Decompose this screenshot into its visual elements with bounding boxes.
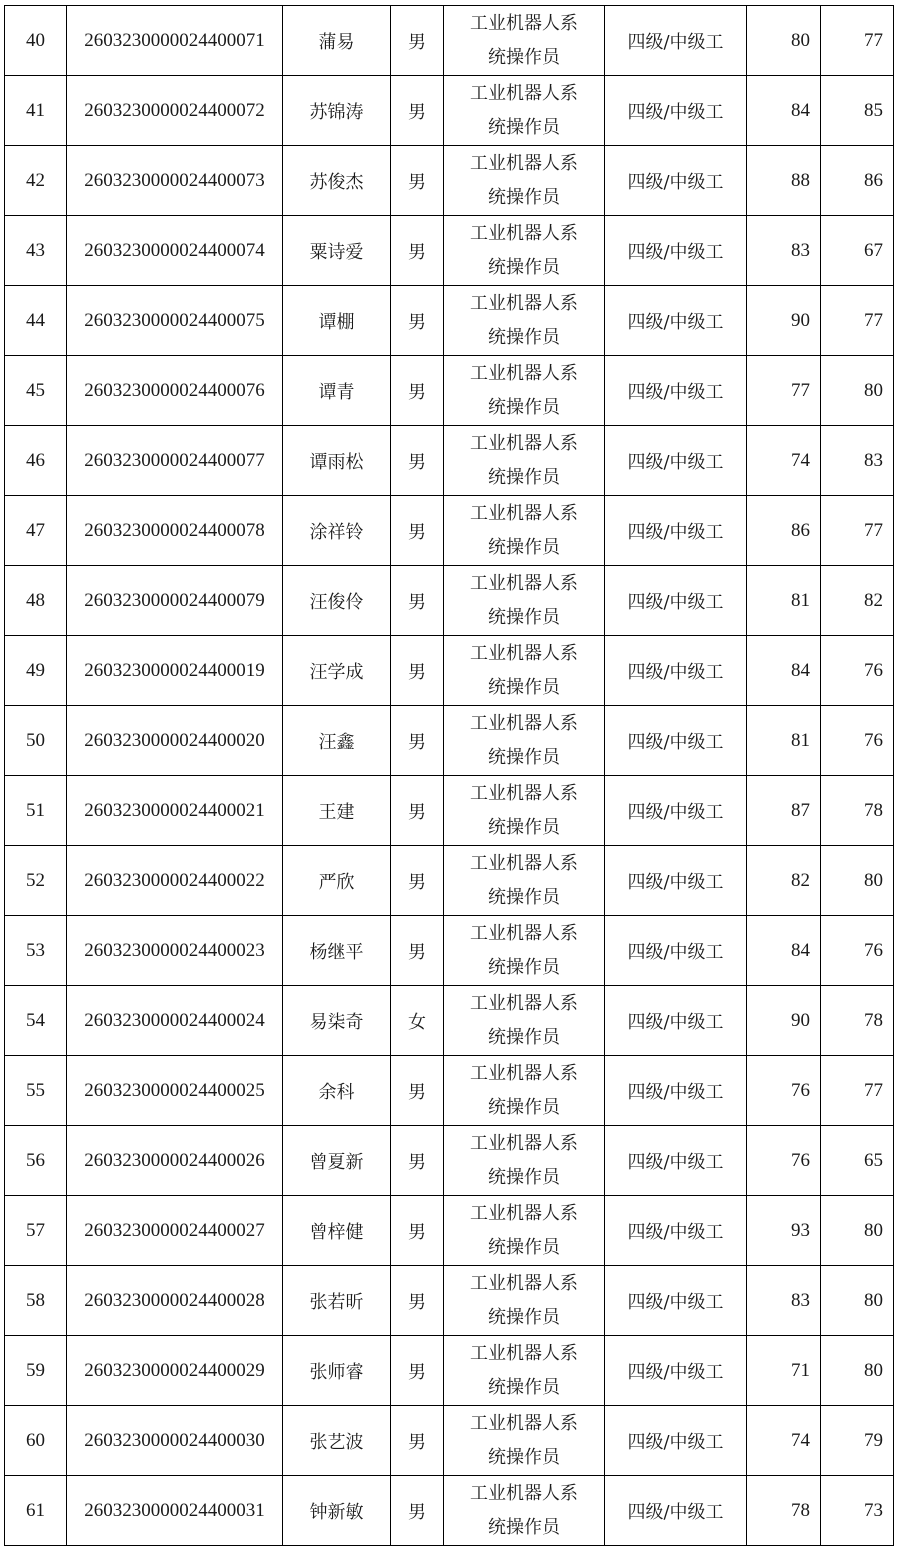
occupation-cell [444, 1406, 605, 1476]
table-row [5, 986, 894, 1056]
table-row [5, 1266, 894, 1336]
candidate-id: 2603230000024400019 [67, 636, 283, 706]
candidate-name: 张若昕 [283, 1266, 391, 1336]
candidate-gender: 男 [391, 286, 444, 356]
occupation-line-2: 统操作员 [488, 1446, 560, 1468]
candidate-name: 王建 [283, 776, 391, 846]
candidate-name: 易柒奇 [283, 986, 391, 1056]
practical-score: 77 [821, 6, 894, 76]
table-row [5, 916, 894, 986]
practical-score: 80 [821, 1266, 894, 1336]
skill-level: 四级/中级工 [605, 1056, 747, 1126]
occupation-line-1: 工业机器人系 [470, 152, 578, 174]
skill-level: 四级/中级工 [605, 566, 747, 636]
skill-level: 四级/中级工 [605, 706, 747, 776]
occupation-line-1: 工业机器人系 [470, 1342, 578, 1364]
candidate-id: 2603230000024400020 [67, 706, 283, 776]
occupation-cell [444, 356, 605, 426]
candidate-gender: 男 [391, 76, 444, 146]
candidate-name: 张艺波 [283, 1406, 391, 1476]
occupation-line-1: 工业机器人系 [470, 362, 578, 384]
candidate-gender: 男 [391, 216, 444, 286]
skill-level: 四级/中级工 [605, 916, 747, 986]
occupation-cell [444, 1336, 605, 1406]
skill-level: 四级/中级工 [605, 846, 747, 916]
occupation-line-2: 统操作员 [488, 46, 560, 68]
occupation-line-1: 工业机器人系 [470, 992, 578, 1014]
table-row [5, 6, 894, 76]
row-number: 49 [5, 636, 67, 706]
occupation-line-1: 工业机器人系 [470, 922, 578, 944]
row-number: 44 [5, 286, 67, 356]
occupation-line-2: 统操作员 [488, 116, 560, 138]
candidate-id: 2603230000024400074 [67, 216, 283, 286]
occupation-cell [444, 216, 605, 286]
candidate-gender: 男 [391, 1266, 444, 1336]
practical-score: 73 [821, 1476, 894, 1546]
skill-level: 四级/中级工 [605, 1406, 747, 1476]
row-number: 54 [5, 986, 67, 1056]
theory-score: 87 [747, 776, 821, 846]
candidate-name: 粟诗爱 [283, 216, 391, 286]
row-number: 56 [5, 1126, 67, 1196]
table-row [5, 566, 894, 636]
skill-level: 四级/中级工 [605, 776, 747, 846]
theory-score: 86 [747, 496, 821, 566]
table-row [5, 776, 894, 846]
occupation-line-1: 工业机器人系 [470, 1062, 578, 1084]
theory-score: 83 [747, 216, 821, 286]
skill-level: 四级/中级工 [605, 426, 747, 496]
candidate-gender: 男 [391, 846, 444, 916]
table-row [5, 1406, 894, 1476]
skill-level: 四级/中级工 [605, 1336, 747, 1406]
occupation-cell [444, 146, 605, 216]
practical-score: 76 [821, 706, 894, 776]
candidate-name: 曾梓健 [283, 1196, 391, 1266]
occupation-line-2: 统操作员 [488, 1096, 560, 1118]
occupation-cell [444, 1266, 605, 1336]
candidate-gender: 男 [391, 566, 444, 636]
candidate-gender: 男 [391, 706, 444, 776]
practical-score: 80 [821, 1196, 894, 1266]
practical-score: 67 [821, 216, 894, 286]
candidate-id: 2603230000024400073 [67, 146, 283, 216]
skill-level: 四级/中级工 [605, 146, 747, 216]
candidate-id: 2603230000024400071 [67, 6, 283, 76]
table-row [5, 216, 894, 286]
theory-score: 71 [747, 1336, 821, 1406]
candidate-id: 2603230000024400028 [67, 1266, 283, 1336]
candidate-id: 2603230000024400077 [67, 426, 283, 496]
occupation-line-2: 统操作员 [488, 1236, 560, 1258]
occupation-line-2: 统操作员 [488, 536, 560, 558]
occupation-line-2: 统操作员 [488, 816, 560, 838]
occupation-line-1: 工业机器人系 [470, 502, 578, 524]
practical-score: 78 [821, 986, 894, 1056]
theory-score: 84 [747, 916, 821, 986]
skill-level: 四级/中级工 [605, 1126, 747, 1196]
candidate-name: 谭棚 [283, 286, 391, 356]
candidate-id: 2603230000024400078 [67, 496, 283, 566]
occupation-line-2: 统操作员 [488, 1516, 560, 1538]
skill-level: 四级/中级工 [605, 76, 747, 146]
candidate-gender: 男 [391, 916, 444, 986]
occupation-cell [444, 76, 605, 146]
theory-score: 80 [747, 6, 821, 76]
row-number: 43 [5, 216, 67, 286]
candidate-gender: 男 [391, 636, 444, 706]
theory-score: 76 [747, 1056, 821, 1126]
row-number: 50 [5, 706, 67, 776]
candidate-gender: 男 [391, 496, 444, 566]
occupation-line-1: 工业机器人系 [470, 432, 578, 454]
row-number: 48 [5, 566, 67, 636]
candidate-id: 2603230000024400027 [67, 1196, 283, 1266]
occupation-line-1: 工业机器人系 [470, 712, 578, 734]
candidate-id: 2603230000024400031 [67, 1476, 283, 1546]
table-body [5, 6, 894, 1546]
practical-score: 80 [821, 1336, 894, 1406]
row-number: 52 [5, 846, 67, 916]
occupation-cell [444, 916, 605, 986]
occupation-line-1: 工业机器人系 [470, 782, 578, 804]
practical-score: 77 [821, 1056, 894, 1126]
occupation-cell [444, 986, 605, 1056]
candidate-id: 2603230000024400075 [67, 286, 283, 356]
occupation-cell [444, 426, 605, 496]
occupation-line-2: 统操作员 [488, 1376, 560, 1398]
skill-level: 四级/中级工 [605, 1266, 747, 1336]
occupation-line-2: 统操作员 [488, 396, 560, 418]
table-row [5, 706, 894, 776]
theory-score: 90 [747, 986, 821, 1056]
candidate-name: 谭青 [283, 356, 391, 426]
row-number: 45 [5, 356, 67, 426]
table-row [5, 146, 894, 216]
skill-level: 四级/中级工 [605, 286, 747, 356]
candidate-name: 汪学成 [283, 636, 391, 706]
candidate-id: 2603230000024400072 [67, 76, 283, 146]
skill-level: 四级/中级工 [605, 636, 747, 706]
row-number: 51 [5, 776, 67, 846]
occupation-line-2: 统操作员 [488, 676, 560, 698]
candidate-name: 涂祥铃 [283, 496, 391, 566]
occupation-cell [444, 706, 605, 776]
candidate-gender: 男 [391, 1406, 444, 1476]
row-number: 60 [5, 1406, 67, 1476]
practical-score: 82 [821, 566, 894, 636]
occupation-line-2: 统操作员 [488, 746, 560, 768]
candidate-id: 2603230000024400021 [67, 776, 283, 846]
practical-score: 65 [821, 1126, 894, 1196]
candidate-name: 张师睿 [283, 1336, 391, 1406]
theory-score: 90 [747, 286, 821, 356]
occupation-line-1: 工业机器人系 [470, 82, 578, 104]
occupation-line-1: 工业机器人系 [470, 1132, 578, 1154]
row-number: 58 [5, 1266, 67, 1336]
practical-score: 80 [821, 846, 894, 916]
candidate-id: 2603230000024400030 [67, 1406, 283, 1476]
occupation-cell [444, 776, 605, 846]
candidate-id: 2603230000024400022 [67, 846, 283, 916]
row-number: 40 [5, 6, 67, 76]
table-row [5, 636, 894, 706]
occupation-line-2: 统操作员 [488, 1306, 560, 1328]
occupation-line-2: 统操作员 [488, 326, 560, 348]
occupation-cell [444, 846, 605, 916]
occupation-cell [444, 566, 605, 636]
candidate-id: 2603230000024400024 [67, 986, 283, 1056]
occupation-line-2: 统操作员 [488, 256, 560, 278]
theory-score: 78 [747, 1476, 821, 1546]
occupation-cell [444, 1056, 605, 1126]
theory-score: 81 [747, 566, 821, 636]
table-row [5, 1196, 894, 1266]
candidate-name: 谭雨松 [283, 426, 391, 496]
theory-score: 82 [747, 846, 821, 916]
theory-score: 77 [747, 356, 821, 426]
practical-score: 76 [821, 916, 894, 986]
candidate-gender: 男 [391, 356, 444, 426]
practical-score: 78 [821, 776, 894, 846]
theory-score: 84 [747, 76, 821, 146]
candidate-id: 2603230000024400076 [67, 356, 283, 426]
occupation-line-2: 统操作员 [488, 186, 560, 208]
candidate-gender: 男 [391, 776, 444, 846]
row-number: 42 [5, 146, 67, 216]
row-number: 47 [5, 496, 67, 566]
skill-level: 四级/中级工 [605, 216, 747, 286]
theory-score: 74 [747, 1406, 821, 1476]
practical-score: 80 [821, 356, 894, 426]
occupation-cell [444, 496, 605, 566]
theory-score: 84 [747, 636, 821, 706]
occupation-cell [444, 636, 605, 706]
candidate-gender: 男 [391, 146, 444, 216]
occupation-line-1: 工业机器人系 [470, 852, 578, 874]
row-number: 61 [5, 1476, 67, 1546]
candidate-id: 2603230000024400029 [67, 1336, 283, 1406]
occupation-line-1: 工业机器人系 [470, 222, 578, 244]
candidate-name: 严欣 [283, 846, 391, 916]
row-number: 41 [5, 76, 67, 146]
candidate-name: 蒲易 [283, 6, 391, 76]
occupation-cell [444, 6, 605, 76]
practical-score: 86 [821, 146, 894, 216]
candidate-id: 2603230000024400079 [67, 566, 283, 636]
candidate-gender: 男 [391, 1476, 444, 1546]
theory-score: 93 [747, 1196, 821, 1266]
row-number: 53 [5, 916, 67, 986]
skill-level: 四级/中级工 [605, 1476, 747, 1546]
theory-score: 81 [747, 706, 821, 776]
candidate-id: 2603230000024400026 [67, 1126, 283, 1196]
skill-level: 四级/中级工 [605, 496, 747, 566]
skill-level: 四级/中级工 [605, 6, 747, 76]
skill-level: 四级/中级工 [605, 986, 747, 1056]
row-number: 46 [5, 426, 67, 496]
occupation-line-1: 工业机器人系 [470, 572, 578, 594]
table-row [5, 846, 894, 916]
theory-score: 74 [747, 426, 821, 496]
candidate-name: 汪鑫 [283, 706, 391, 776]
table-row [5, 496, 894, 566]
occupation-cell [444, 286, 605, 356]
row-number: 55 [5, 1056, 67, 1126]
candidate-name: 苏俊杰 [283, 146, 391, 216]
candidate-gender: 男 [391, 426, 444, 496]
occupation-line-2: 统操作员 [488, 956, 560, 978]
candidate-name: 杨继平 [283, 916, 391, 986]
candidate-gender: 男 [391, 1056, 444, 1126]
occupation-line-1: 工业机器人系 [470, 1412, 578, 1434]
practical-score: 83 [821, 426, 894, 496]
occupation-cell [444, 1126, 605, 1196]
row-number: 59 [5, 1336, 67, 1406]
occupation-line-1: 工业机器人系 [470, 1202, 578, 1224]
candidate-name: 汪俊伶 [283, 566, 391, 636]
candidate-gender: 男 [391, 1336, 444, 1406]
occupation-line-1: 工业机器人系 [470, 1482, 578, 1504]
occupation-line-1: 工业机器人系 [470, 1272, 578, 1294]
candidate-gender: 女 [391, 986, 444, 1056]
practical-score: 85 [821, 76, 894, 146]
theory-score: 88 [747, 146, 821, 216]
candidate-name: 苏锦涛 [283, 76, 391, 146]
occupation-line-2: 统操作员 [488, 466, 560, 488]
practical-score: 76 [821, 636, 894, 706]
occupation-line-2: 统操作员 [488, 606, 560, 628]
skill-level: 四级/中级工 [605, 1196, 747, 1266]
occupation-line-2: 统操作员 [488, 1166, 560, 1188]
candidate-name: 钟新敏 [283, 1476, 391, 1546]
occupation-line-2: 统操作员 [488, 1026, 560, 1048]
table-row [5, 76, 894, 146]
candidate-name: 余科 [283, 1056, 391, 1126]
practical-score: 79 [821, 1406, 894, 1476]
theory-score: 83 [747, 1266, 821, 1336]
exam-results-table [4, 5, 894, 1546]
candidate-id: 2603230000024400023 [67, 916, 283, 986]
table-row [5, 1476, 894, 1546]
table-row [5, 1336, 894, 1406]
table-row [5, 356, 894, 426]
table-row [5, 286, 894, 356]
occupation-cell [444, 1476, 605, 1546]
theory-score: 76 [747, 1126, 821, 1196]
occupation-line-1: 工业机器人系 [470, 642, 578, 664]
row-number: 57 [5, 1196, 67, 1266]
candidate-gender: 男 [391, 1126, 444, 1196]
candidate-name: 曾夏新 [283, 1126, 391, 1196]
occupation-line-2: 统操作员 [488, 886, 560, 908]
occupation-line-1: 工业机器人系 [470, 292, 578, 314]
candidate-gender: 男 [391, 1196, 444, 1266]
skill-level: 四级/中级工 [605, 356, 747, 426]
table-row [5, 1126, 894, 1196]
occupation-cell [444, 1196, 605, 1266]
occupation-line-1: 工业机器人系 [470, 12, 578, 34]
candidate-gender: 男 [391, 6, 444, 76]
table-row [5, 426, 894, 496]
candidate-id: 2603230000024400025 [67, 1056, 283, 1126]
table-row [5, 1056, 894, 1126]
practical-score: 77 [821, 286, 894, 356]
practical-score: 77 [821, 496, 894, 566]
